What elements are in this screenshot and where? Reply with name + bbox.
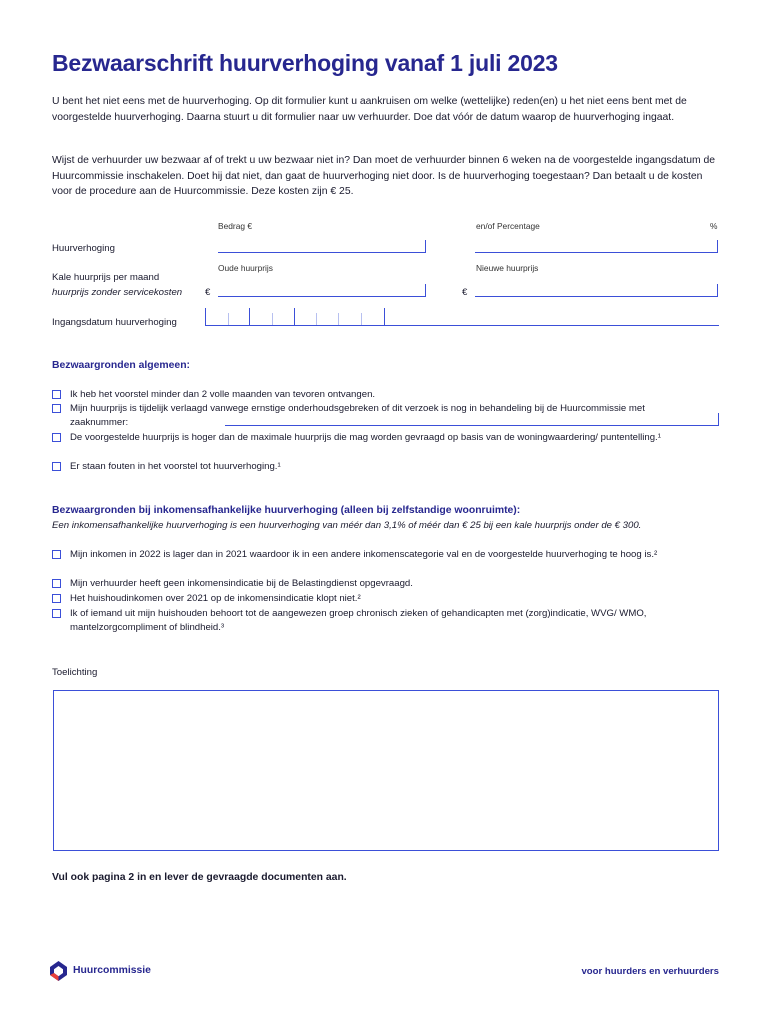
checkbox-row bbox=[52, 607, 692, 636]
percentage-field[interactable] bbox=[475, 239, 718, 253]
footer-note: Vul ook pagina 2 in en lever de gevraagde documenten aan. bbox=[52, 872, 347, 883]
checkbox-row bbox=[52, 548, 692, 562]
checkbox-row bbox=[52, 431, 692, 445]
checkbox-row bbox=[52, 577, 732, 591]
euro-sign-nieuw: € bbox=[462, 287, 468, 298]
percentage-label: en/of Percentage bbox=[476, 221, 540, 231]
bedrag-field[interactable] bbox=[218, 239, 426, 253]
checkbox[interactable] bbox=[52, 390, 61, 399]
checkbox[interactable] bbox=[52, 609, 61, 618]
checkbox-row bbox=[52, 592, 732, 606]
checkbox-label: Er staan fouten in het voorstel tot huurverhoging.¹ bbox=[70, 461, 281, 472]
toelichting-textarea[interactable] bbox=[53, 690, 719, 851]
checkbox-label: De voorgestelde huurprijs is hoger dan de maximale huurprijs die mag worden gevraagd op basis van de woningwaardering/ puntentelling.¹ bbox=[70, 432, 661, 443]
oude-huurprijs-label: Oude huurprijs bbox=[218, 263, 273, 273]
kale-huurprijs-label: Kale huurprijs per maand bbox=[52, 272, 160, 283]
bedrag-label: Bedrag € bbox=[218, 221, 252, 231]
section-inkomen-heading: Bezwaargronden bij inkomensafhankelijke huurverhoging (alleen bij zelfstandige woonruimte): bbox=[52, 505, 521, 516]
nieuwe-huurprijs-label: Nieuwe huurprijs bbox=[476, 263, 539, 273]
toelichting-label: Toelichting bbox=[52, 667, 98, 678]
checkbox-label: Ik of iemand uit mijn huishouden behoort tot de aangewezen groep chronisch zieken of gehandicapten met (zorg)indicatie, WVG/ WMO, mantelzorgcompliment of blindheid.³ bbox=[70, 608, 647, 634]
euro-sign-oud: € bbox=[205, 287, 211, 298]
zaaknummer-field[interactable] bbox=[225, 412, 719, 426]
percent-sign: % bbox=[710, 221, 718, 231]
checkbox[interactable] bbox=[52, 550, 61, 559]
nieuwe-huurprijs-field[interactable] bbox=[475, 283, 718, 297]
intro-paragraph: U bent het niet eens met de huurverhoging. Op dit formulier kunt u aankruisen om welke (wettelijke) reden(en) u het niet eens bent met de voorgestelde huurverhoging. Daarna stuurt u dit formulier naar uw verhuurder. Doe dat vóór de datum waarop de huurverhoging ingaat. bbox=[52, 96, 687, 123]
kale-huurprijs-sublabel: huurprijs zonder servicekosten bbox=[52, 287, 183, 298]
huurcommissie-logo-icon bbox=[50, 961, 67, 981]
checkbox[interactable] bbox=[52, 433, 61, 442]
checkbox-label: Het huishoudinkomen over 2021 op de inkomensindicatie klopt niet.² bbox=[70, 593, 361, 604]
checkbox[interactable] bbox=[52, 594, 61, 603]
logo-text: Huurcommissie bbox=[73, 965, 151, 976]
checkbox-row bbox=[52, 388, 732, 402]
checkbox-label: Ik heb het voorstel minder dan 2 volle maanden van tevoren ontvangen. bbox=[70, 389, 376, 400]
checkbox[interactable] bbox=[52, 462, 61, 471]
page-title: Bezwaarschrift huurverhoging vanaf 1 juli 2023 bbox=[52, 50, 558, 76]
checkbox-row bbox=[52, 460, 732, 474]
oude-huurprijs-field[interactable] bbox=[218, 283, 426, 297]
checkbox-label: Mijn huurprijs is tijdelijk verlaagd vanwege ernstige onderhoudsgebreken of dit verzoek is nog in behandeling bij de Huurcommissie met zaaknummer: bbox=[70, 403, 645, 429]
checkbox-label: Mijn inkomen in 2022 is lager dan in 2021 waardoor ik in een andere inkomenscategorie val en de voorgestelde huurverhoging te hoog is.² bbox=[70, 549, 658, 560]
huurverhoging-label: Huurverhoging bbox=[52, 243, 115, 254]
checkbox[interactable] bbox=[52, 404, 61, 413]
ingangsdatum-field[interactable] bbox=[205, 309, 719, 326]
intro-paragraph-2: Wijst de verhuurder uw bezwaar af of trekt u uw bezwaar niet in? Dan moet de verhuurder binnen 6 weken na de voorgestelde ingangsdatum de Huurcommissie inschakelen. Doet hij dat niet, dan gaat de huurverhoging niet door. Is de huurverhoging toegestaan? Dan betaalt u de kosten voor de procedure aan de Huurcommissie. Deze kosten zijn € 25. bbox=[52, 155, 716, 197]
footer-tagline: voor huurders en verhuurders bbox=[581, 966, 719, 977]
section-algemeen-heading: Bezwaargronden algemeen: bbox=[52, 360, 191, 371]
ingangsdatum-label: Ingangsdatum huurverhoging bbox=[52, 317, 177, 328]
section-inkomen-note: Een inkomensafhankelijke huurverhoging is een huurverhoging van méér dan 3,1% of méér dan € 25 bij een kale huurprijs onder de € 300. bbox=[52, 520, 642, 531]
checkbox-label: Mijn verhuurder heeft geen inkomensindicatie bij de Belastingdienst opgevraagd. bbox=[70, 578, 413, 589]
checkbox[interactable] bbox=[52, 579, 61, 588]
